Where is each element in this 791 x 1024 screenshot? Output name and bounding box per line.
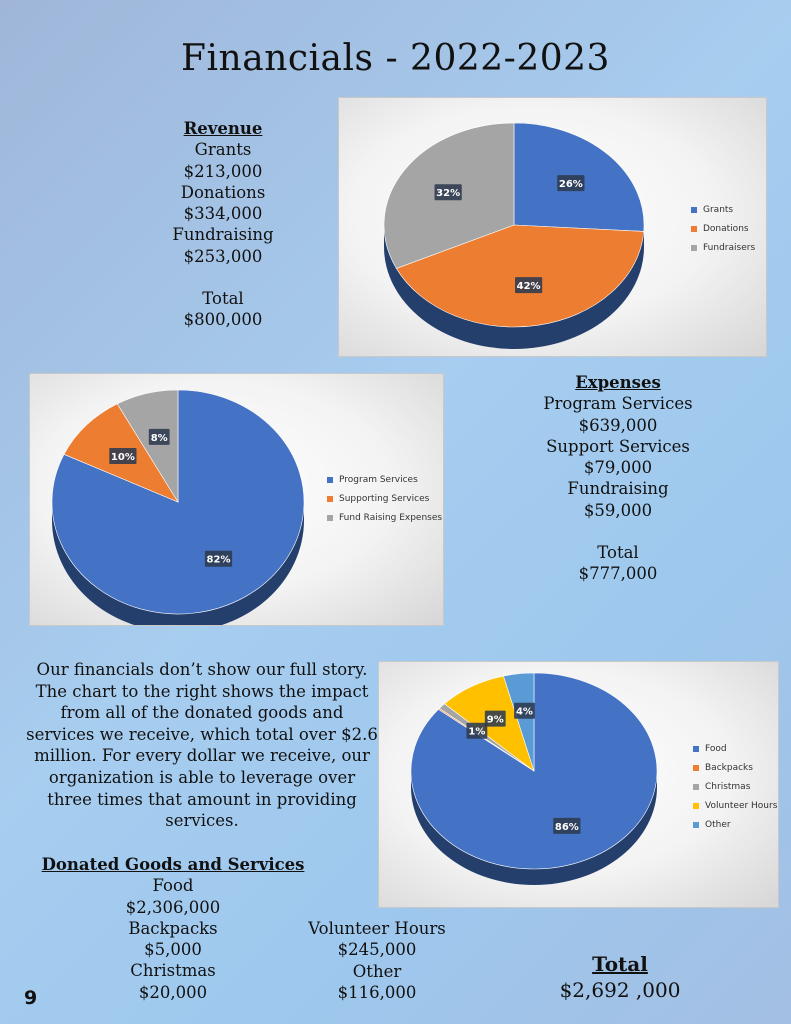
pie-data-label <box>557 175 584 191</box>
expenses-line: $639,000 <box>578 415 658 435</box>
legend-item <box>693 739 777 758</box>
legend-swatch <box>693 765 699 771</box>
donated-line: $20,000 <box>138 982 208 1002</box>
donated-total-label: Total <box>592 952 648 976</box>
svg-text:4%: 4% <box>515 706 533 718</box>
donated-line: Backpacks <box>128 918 218 938</box>
donated-line: $116,000 <box>337 982 417 1002</box>
expenses-block <box>530 372 706 585</box>
svg-text:1%: 1% <box>468 726 486 738</box>
legend-swatch <box>693 822 699 828</box>
legend-item <box>691 219 755 238</box>
legend-swatch <box>691 245 697 251</box>
donated-heading: Donated Goods and Services <box>41 855 305 874</box>
legend-label: Donations <box>703 223 749 234</box>
donated-total-value: $2,692 ,000 <box>559 978 681 1002</box>
page-title: Financials - 2022-2023 <box>181 38 610 79</box>
revenue-total-label: Total <box>202 289 244 309</box>
expenses-heading: Expenses <box>575 373 661 392</box>
legend-item <box>327 508 442 527</box>
donated-line: $5,000 <box>144 940 202 960</box>
revenue-line: $213,000 <box>183 161 263 181</box>
donated-line: Volunteer Hours <box>308 919 446 938</box>
legend-swatch <box>691 207 697 213</box>
legend-label: Fund Raising Expenses <box>339 512 443 523</box>
donated-line: Food <box>152 876 194 896</box>
expenses-line: Program Services <box>543 394 693 414</box>
expenses-line: $59,000 <box>583 500 653 520</box>
pie-data-label <box>553 818 580 834</box>
legend-label: Food <box>705 743 727 754</box>
donated-line: Christmas <box>130 961 216 981</box>
revenue-legend <box>691 200 755 257</box>
donated-line: Other <box>352 961 402 981</box>
svg-text:9%: 9% <box>486 714 504 726</box>
donated-col1 <box>40 854 306 1003</box>
svg-text:32%: 32% <box>436 188 461 200</box>
donated-legend <box>693 739 777 834</box>
pie-data-label <box>514 703 535 719</box>
pie-data-label <box>485 711 506 727</box>
expenses-total-value: $777,000 <box>578 564 658 584</box>
expenses-line: $79,000 <box>583 458 653 478</box>
pie-data-label <box>149 429 170 445</box>
pie-data-label <box>515 277 542 293</box>
expenses-line: Support Services <box>546 436 690 456</box>
donated-line: $2,306,000 <box>125 897 221 917</box>
legend-item <box>693 796 777 815</box>
legend-item <box>693 758 777 777</box>
legend-item <box>327 489 442 508</box>
legend-label: Fundraisers <box>703 242 756 253</box>
legend-label: Program Services <box>339 474 418 485</box>
expenses-legend <box>327 470 442 527</box>
revenue-block <box>150 118 296 331</box>
expenses-total-label: Total <box>597 543 639 563</box>
svg-text:10%: 10% <box>110 451 135 463</box>
page-number: 9 <box>24 987 38 1009</box>
story-paragraph: Our financials don’t show our full story. The chart to the right shows the impact from all of the donated goods and services we receive, which total over $2.6 million. For every dollar we receive, our organization is able to leverage over three times that amount in providing services. <box>26 660 378 831</box>
legend-item <box>327 470 442 489</box>
legend-label: Volunteer Hours <box>705 800 778 811</box>
svg-text:26%: 26% <box>558 179 583 191</box>
legend-label: Other <box>705 819 731 830</box>
legend-item <box>691 238 755 257</box>
svg-text:42%: 42% <box>516 281 541 293</box>
legend-swatch <box>693 784 699 790</box>
revenue-heading: Revenue <box>183 119 263 138</box>
donated-total <box>540 951 700 1003</box>
donated-line: $245,000 <box>337 940 417 960</box>
legend-item <box>693 815 777 834</box>
svg-text:82%: 82% <box>206 554 231 566</box>
legend-swatch <box>693 746 699 752</box>
revenue-chart <box>338 97 767 357</box>
expenses-chart <box>29 373 444 626</box>
pie-data-label <box>435 184 462 200</box>
pie-data-label <box>205 551 232 567</box>
donated-col2 <box>296 918 458 1003</box>
legend-swatch <box>693 803 699 809</box>
pie-data-label <box>466 723 487 739</box>
legend-swatch <box>691 226 697 232</box>
revenue-total-value: $800,000 <box>183 310 263 330</box>
legend-swatch <box>327 515 333 521</box>
legend-item <box>693 777 777 796</box>
revenue-line: $253,000 <box>183 246 263 266</box>
legend-swatch <box>327 477 333 483</box>
expenses-line: Fundraising <box>567 479 669 499</box>
donated-chart <box>378 661 779 908</box>
pie-data-label <box>109 448 136 464</box>
legend-item <box>691 200 755 219</box>
legend-label: Grants <box>703 204 734 215</box>
legend-label: Christmas <box>705 781 751 792</box>
revenue-line: Grants <box>194 140 252 160</box>
legend-label: Backpacks <box>705 762 753 773</box>
svg-text:8%: 8% <box>150 432 168 444</box>
legend-label: Supporting Services <box>339 493 430 504</box>
revenue-line: Fundraising <box>172 225 274 245</box>
legend-swatch <box>327 496 333 502</box>
revenue-line: $334,000 <box>183 204 263 224</box>
revenue-line: Donations <box>180 182 266 202</box>
svg-text:86%: 86% <box>554 821 579 833</box>
